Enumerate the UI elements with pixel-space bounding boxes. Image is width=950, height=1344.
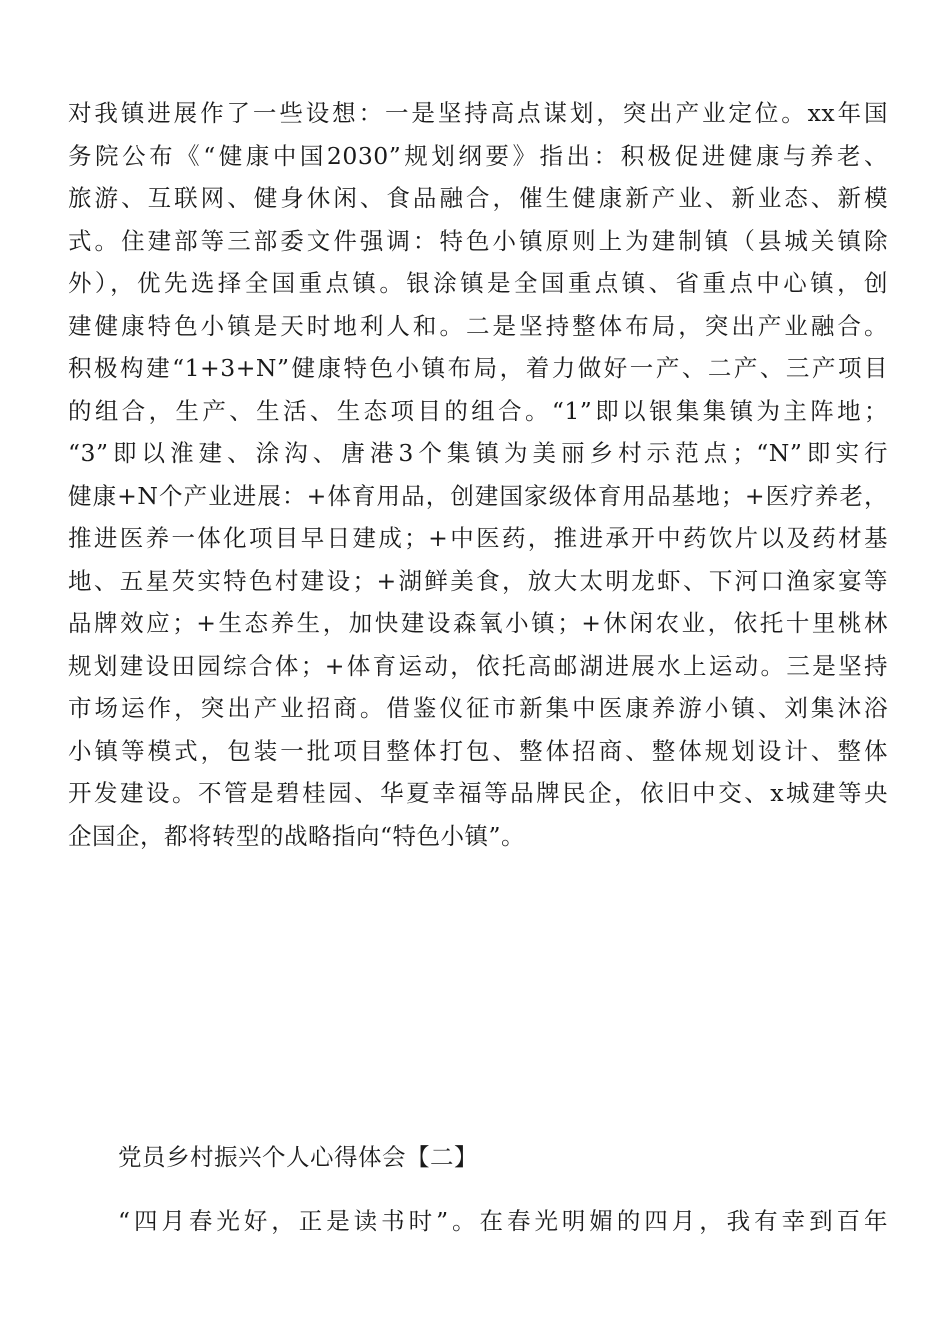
text-line: 式。住建部等三部委文件强调：特色小镇原则上为建制镇（县城关镇除 xyxy=(68,226,888,255)
text-line: “3”即以淮建、涂沟、唐港3个集镇为美丽乡村示范点；“N”即实行 xyxy=(68,439,888,467)
paragraph-2-first-line: “四月春光好，正是读书时”。在春光明媚的四月，我有幸到百年 xyxy=(118,1207,888,1235)
text-line: 的组合，生产、生活、生态项目的组合。“1”即以银集集镇为主阵地； xyxy=(68,396,888,425)
text-line: 健康+N个产业进展：+体育用品，创建国家级体育用品基地；+医疗养老， xyxy=(68,481,888,510)
text-line: 开发建设。不管是碧桂园、华夏幸福等品牌民企，依旧中交、x城建等央 xyxy=(68,779,888,807)
text-line: 地、五星芡实特色村建设；+湖鲜美食，放大太明龙虾、下河口渔家宴等 xyxy=(68,566,888,595)
text-line: 积极构建“1+3+N”健康特色小镇布局，着力做好一产、二产、三产项目 xyxy=(68,354,888,382)
text-line: 外），优先选择全国重点镇。银涂镇是全国重点镇、省重点中心镇，创 xyxy=(68,269,888,297)
text-line: 规划建设田园综合体；+体育运动，依托高邮湖进展水上运动。三是坚持 xyxy=(68,651,888,680)
text-line: 品牌效应；+生态养生，加快建设森氧小镇；+休闲农业，依托十里桃林 xyxy=(68,609,888,637)
text-line: 企国企，都将转型的战略指向“特色小镇”。 xyxy=(68,821,526,850)
text-line: 建健康特色小镇是天时地利人和。二是坚持整体布局，突出产业融合。 xyxy=(68,311,888,340)
text-line: 对我镇进展作了一些设想：一是坚持高点谋划，突出产业定位。xx年国 xyxy=(68,99,888,127)
text-line: 市场运作，突出产业招商。借鉴仪征市新集中医康养游小镇、刘集沐浴 xyxy=(68,694,888,722)
section-heading: 党员乡村振兴个人心得体会【二】 xyxy=(118,1143,478,1171)
text-line: 旅游、互联网、健身休闲、食品融合，催生健康新产业、新业态、新模 xyxy=(68,184,888,212)
paragraph-body xyxy=(68,92,888,857)
text-line: 小镇等模式，包装一批项目整体打包、整体招商、整体规划设计、整体 xyxy=(68,736,888,765)
text-line: 务院公布《“健康中国2030”规划纲要》指出：积极促进健康与养老、 xyxy=(68,141,888,170)
text-line: 推进医养一体化项目早日建成；+中医药，推进承开中药饮片以及药材基 xyxy=(68,524,888,552)
